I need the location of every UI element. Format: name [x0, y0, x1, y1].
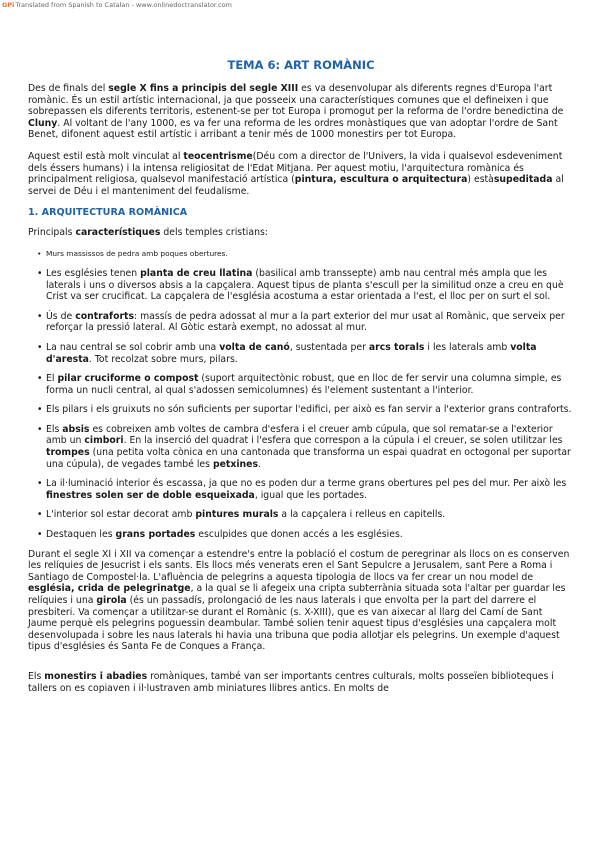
- text-span: La il·luminació interior és escassa, ja que no es poden dur a terme grans obertures pel pes del mur. Per això les: [46, 478, 567, 490]
- text-span: (és un passadís, prolongació de les naus laterals i que envolta per la part del darrere el presbiteri. Va començar a utilitzar-se durant el Romànic (s. X-XIII), que es van aixecar al llarg del Camí de Sant Jaume perquè els pelegrins poguessin deambular. També solien tenir aquest tipus d'esglésies una capçalera molt desenvolupada i sobre les naus laterals hi havia una tribuna que podia allotjar els pelegrins. Un exemple d'aquest tipus d'esglésies és Santa Fe de Conques a França.: [28, 595, 560, 653]
- bullet-icon: •: [37, 341, 43, 353]
- gpi-logo: GPi: [2, 1, 15, 9]
- text-span: . Al voltant de l'any 1000, es va fer una reforma de les ordres monàstiques que van adoptar l'ordre de Sant Benet, difonent aquest estil artístic i arribant a tenir més de 1000 monestirs per tot Europa.: [28, 117, 558, 141]
- bold-span: pintura, escultura o arquitectura: [294, 174, 468, 186]
- text-span: Murs massissos de pedra amb poques obertures.: [46, 248, 228, 258]
- bold-span: petxines: [212, 458, 259, 470]
- bullet-icon: •: [37, 509, 43, 521]
- list-item: [28, 404, 574, 416]
- list-item: [28, 373, 574, 396]
- bold-span: característiques: [75, 227, 161, 239]
- list-item: [28, 509, 574, 521]
- bold-span: teocentrisme: [183, 150, 253, 162]
- bullet-icon: •: [37, 478, 43, 490]
- text-span: Durant el segle XI i XII va començar a estendre's entre la població el costum de peregrinar als llocs on es conserven les relíquies de Jesucrist i els sants. Els llocs més venerats eren el Sant Sepulcre a Jerusalem, sant Pere a Roma i Santiago de Compostel·la. L'afluència de pelegrins a aquesta tipologia de llocs va fer crear un nou model de: [28, 548, 570, 583]
- bold-span: grans portades: [115, 529, 196, 541]
- text-span: Els pilars i els gruixuts no són suficients per suportar l'edifici, per això es fan servir a l'exterior grans contraforts.: [46, 404, 572, 416]
- list-item: [28, 529, 574, 541]
- bullet-icon: •: [37, 529, 43, 541]
- translation-banner: [2, 1, 232, 9]
- text-span: , igual que les portades.: [254, 489, 368, 501]
- text-span: (una petita volta cònica en una cantonada que transforma un espai quadrat en octogonal per suportar una cúpula), de vegades també les: [46, 447, 571, 470]
- text-span: al servei de Déu i el manteniment del feudalisme.: [28, 174, 564, 197]
- bold-span: absis: [62, 423, 90, 435]
- list-item: [28, 478, 574, 501]
- characteristics-list: [28, 249, 574, 541]
- bold-span: Cluny: [28, 117, 58, 129]
- text-span: .: [258, 458, 261, 470]
- bold-span: finestres solen ser de doble esqueixada: [46, 489, 255, 501]
- monasteries-paragraph: [28, 671, 574, 694]
- bold-span: segle X fins a principis del segle XIII: [108, 83, 299, 94]
- text-span: Els: [28, 670, 42, 682]
- text-span: (Déu com a director de l'Univers, la vida i qualsevol esdeveniment dels éssers humans) i la intensa religiositat de l'Edat Mitjana. Per aquest motiu, l'arquitectura romànica és principalment religiosa, qualsevol manifestació artística (: [28, 150, 563, 186]
- bold-span: monestirs i abadies: [44, 670, 148, 682]
- bullet-icon: •: [37, 423, 43, 435]
- bold-span: pintures murals: [195, 509, 279, 521]
- pilgrimage-paragraph: [28, 549, 574, 653]
- text-span: es va desenvolupar als diferents regnes d'Europa l'art romànic. És un estil artístic internacional, ja que posseeix una característiques comunes que el defineixen i que sobrepassen els diferents territoris, estenent-se per tot Europa i promogut per la reforma de l'ordre benedictina de: [28, 83, 564, 118]
- text-span: a la capçalera i relleus en capitells.: [281, 509, 446, 521]
- list-item: [28, 311, 574, 334]
- text-span: : massís de pedra adossat al mur a la part exterior del mur usat al Romànic, que serveix per reforçar la pressió lateral. Al Gòtic estarà exempt, no adossat al mur.: [46, 310, 565, 334]
- text-span: i les laterals amb: [427, 341, 508, 353]
- text-span: (basilical amb transsepte) amb nau central més ampla que les laterals i uns o diversos absis a la capçalera. Aquest tipus de planta s'escull per la similitud onze a creu en què Crist va ser crucificat. La capçalera de l'església acostuma a estar orientada a l'est, el lloc per on surt el sol.: [46, 267, 564, 303]
- section-heading: 1. ARQUITECTURA ROMÀNICA: [28, 207, 188, 219]
- bold-span: cimbori: [84, 435, 124, 447]
- intro-paragraph: [28, 83, 574, 141]
- text-span: L'interior sol estar decorat amb: [46, 509, 193, 521]
- text-span: Ús de: [46, 310, 73, 322]
- text-span: Aquest estil està molt vinculat al: [28, 150, 181, 162]
- bullet-icon: •: [37, 248, 42, 258]
- list-item: [28, 249, 574, 259]
- text-span: , sustentada per: [289, 341, 366, 353]
- text-span: La nau central se sol cobrir amb una: [46, 341, 217, 353]
- document-body: [28, 58, 574, 704]
- bold-span: girola: [96, 595, 127, 606]
- text-span: romàniques, també van ser importants centres culturals, molts posseïen biblioteques i tallers on es copiaven i il·lustraven amb miniatures llibres antics. En molts de: [28, 670, 554, 694]
- text-span: . Tot recolzat sobre murs, pilars.: [88, 353, 238, 365]
- bullet-icon: •: [37, 267, 43, 279]
- text-span: , a la qual se li afegeix una cripta subterrània situada sota l'altar per guardar les relíquies i una: [28, 583, 566, 606]
- text-span: ) està: [467, 174, 494, 186]
- theocentrism-paragraph: [28, 151, 574, 197]
- text-span: Els: [46, 423, 60, 435]
- text-span: Principals: [28, 227, 73, 239]
- bullet-icon: •: [37, 310, 43, 322]
- bullet-icon: •: [37, 404, 43, 416]
- bold-span: contraforts: [75, 310, 135, 322]
- bold-span: arcs torals: [368, 341, 425, 353]
- text-span: Des de finals del: [28, 83, 106, 94]
- bold-span: trompes: [46, 447, 90, 459]
- bold-span: planta de creu llatina: [140, 267, 253, 279]
- bold-span: volta d'aresta: [46, 341, 537, 365]
- text-span: Destaquen les: [46, 529, 113, 541]
- bold-span: supeditada: [493, 174, 553, 186]
- list-item: [28, 342, 574, 365]
- translation-banner-text: Translated from Spanish to Catalan - www.onlinedoctranslator.com: [15, 1, 232, 9]
- text-span: dels temples cristians:: [163, 227, 268, 239]
- characteristics-intro: [28, 227, 574, 239]
- text-span: . En la inserció del quadrat i l'esfera que correspon a la cúpula i el creuer, se solen utilitzar les: [123, 435, 563, 447]
- text-span: esculpides que donen accés a les esglésies.: [198, 529, 403, 541]
- page-title: TEMA 6: ART ROMÀNIC: [227, 58, 375, 72]
- text-span: (suport arquitectònic robust, que en lloc de fer servir una columna simple, es forma un nucli central, al qual s'adossen semicolumnes) és l'element sustentant a l'interior.: [46, 373, 562, 396]
- list-item: [28, 424, 574, 470]
- text-span: es cobreixen amb voltes de cambra d'esfera i el creuer amb cúpula, que sol rematar-se a l'exterior amb un: [46, 423, 553, 447]
- bold-span: volta de canó: [219, 341, 290, 353]
- text-span: El: [46, 373, 55, 385]
- list-item: [28, 268, 574, 303]
- bullet-icon: •: [37, 373, 43, 385]
- text-span: Les esglésies tenen: [46, 267, 138, 279]
- bold-span: església, crida de pelegrinatge: [28, 583, 191, 595]
- bold-span: pilar cruciforme o compost: [57, 373, 199, 385]
